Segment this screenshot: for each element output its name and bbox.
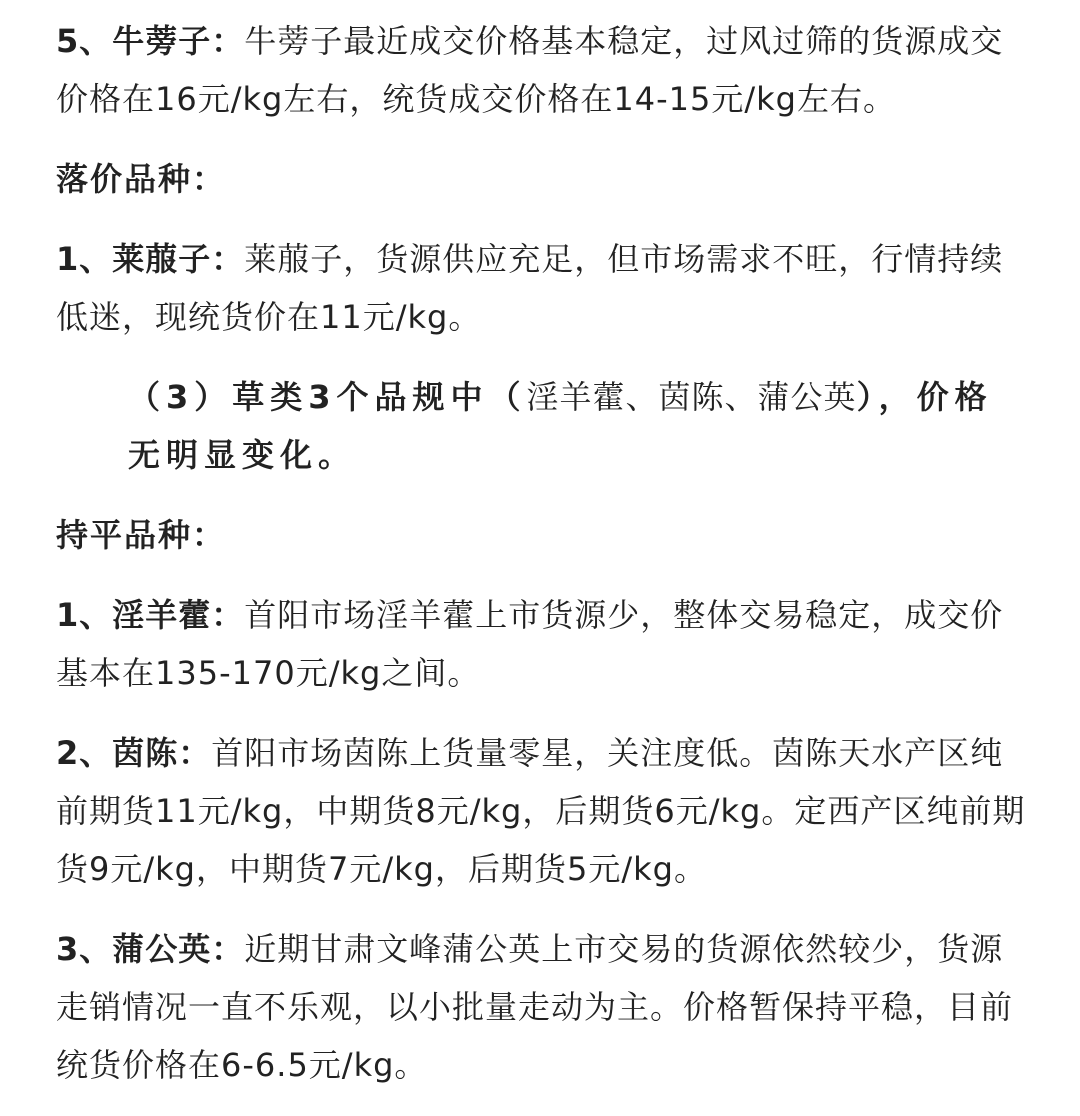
section-grass-herbs xyxy=(56,368,1028,484)
item-label-niubangzi: 5、牛蒡子： xyxy=(56,22,245,60)
paragraph-pugongying xyxy=(56,920,1028,1094)
heading-falling-varieties: 落价品种： xyxy=(56,160,227,198)
item-label-pugongying: 3、蒲公英： xyxy=(56,930,245,968)
item-label-laifuzi: 1、莱菔子： xyxy=(56,240,245,278)
grass-section-part1: （3）草类3个品规中（ xyxy=(128,378,527,416)
item-text-niubangzi: 牛蒡子最近成交价格基本稳定，过风过筛的货源成交价格在16元/kg左右，统货成交价格在14-15元/kg左右。 xyxy=(56,22,1004,118)
item-text-yinchen: 首阳市场茵陈上货量零星，关注度低。茵陈天水产区纯前期货11元/kg，中期货8元/kg，后期货6元/kg。定西产区纯前期货9元/kg，中期货7元/kg，后期货5元/kg。 xyxy=(56,734,1026,888)
item-text-pugongying: 近期甘肃文峰蒲公英上市交易的货源依然较少，货源走销情况一直不乐观，以小批量走动为主。价格暂保持平稳，目前统货价格在6-6.5元/kg。 xyxy=(56,930,1014,1084)
paragraph-laifuzi xyxy=(56,230,1028,346)
item-text-laifuzi: 莱菔子，货源供应充足，但市场需求不旺，行情持续低迷，现统货价在11元/kg。 xyxy=(56,240,1004,336)
paragraph-yinyanghuo xyxy=(56,586,1028,702)
grass-section-part2: ），价格无明显变化。 xyxy=(128,378,993,474)
item-label-yinchen: 2、茵陈： xyxy=(56,734,212,772)
article-body xyxy=(56,12,1028,1094)
grass-section-names: 淫羊藿、茵陈、蒲公英 xyxy=(526,378,857,416)
item-label-yinyanghuo: 1、淫羊藿： xyxy=(56,596,245,634)
paragraph-niubangzi xyxy=(56,12,1028,128)
item-text-yinyanghuo: 首阳市场淫羊藿上市货源少，整体交易稳定，成交价基本在135-170元/kg之间。 xyxy=(56,596,1004,692)
heading-flat-varieties: 持平品种： xyxy=(56,516,227,554)
paragraph-yinchen xyxy=(56,724,1028,898)
